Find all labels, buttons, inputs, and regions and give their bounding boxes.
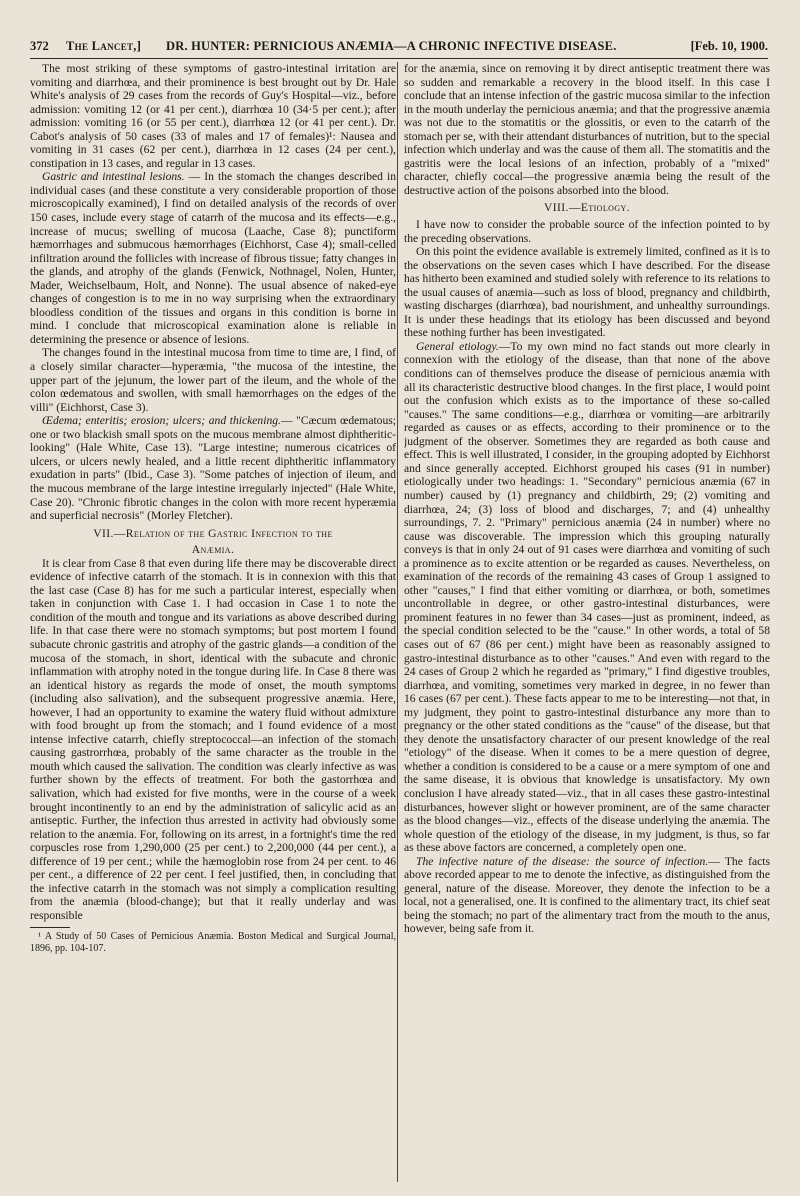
paragraph: Œdema; enteritis; erosion; ulcers; and thickening.— "Cæcum œdematous; one or two blackish small spots on the mucous membrane almost diphtheritic-looking" (Hale White, Case 13). "Large intestine; numerous cicatrices of ulcers, or ulcers newly healed, and a little recent diphtheritic inflammatory exudation in parts" (Ibid., Case 3). "Some patches of injection of ileum, and the mucous membrane of the large intestine irregularly injected" (Hale White, Case 20). "Chronic fibrotic changes in the colon with more recent hyperæmia and superficial necrosis" (Morley Fletcher). bbox=[30, 414, 396, 523]
run-in-heading: Gastric and intestinal lesions. bbox=[42, 170, 185, 184]
page-number: 372 bbox=[30, 39, 49, 53]
column-rule bbox=[397, 62, 398, 1182]
section-heading-cont: Anæmia. bbox=[191, 543, 235, 557]
section-heading: VII.—Relation of the Gastric Infection to the bbox=[93, 526, 333, 540]
footnote: ¹ A Study of 50 Cases of Pernicious Anæmia. Boston Medical and Surgical Journal, 1896, pp. 104-107. bbox=[30, 931, 396, 955]
paragraph: It is clear from Case 8 that even during life there may be discoverable direct evidence of infective catarrh of the stomach. It is in connexion with this that the last case (Case 8) has for me such a particular interest, especially when taken in conjunction with Case 1. I had occasion in Case 1 to note the condition of the mouth and tongue and its variations as above described during life. In that case there were no stomach symptoms; but post mortem I found subacute chronic gastritis and atrophy of the gastric glands—a condition of the mucosa of the stomach, in short, identical with the subacute and chronic inflammation with atrophy noted in the tongue during life. In Case 8 there was an identical history as regards the mode of onset, the mouth symptoms (including also salivation), and the subsequent progressive anæmia. Here, however, I had an opportunity to examine the watery fluid without admixture with food brought up from the stomach; and I found evidence of a most intense infective catarrh, chiefly streptococcal—an infection of the stomach causing gastrorrhœa, probably of the same character as the trouble in the mouth which caused the salivation. The condition was clearly infective as was further shown by the effects of treatment. For both the gastorrhœa and salivation, which had existed for five months, were in the course of a week brought incontinently to an end by the administration of salicylic acid as an antiseptic. Further, the infection thus arrested in activity had obviously some relation to the anæmia. For, following on its arrest, in a fortnight's time the red corpuscles rose from 1,290,000 (25 per cent.) to 2,200,000 (44 per cent.), a difference of 19 per cent.; while the hæmoglobin rose from 24 per cent. to 46 per cent., a difference of 22 per cent. I feel justified, then, in concluding that the infective catarrh in the stomach was not simply a complication resulting from the anæmia (blood-change); but that it really underlay and was responsible bbox=[30, 556, 396, 922]
left-column bbox=[30, 62, 396, 1182]
paragraph: I have now to consider the probable source of the infection pointed to by the preceding observations. bbox=[404, 218, 770, 245]
running-header bbox=[30, 36, 768, 59]
article-title: DR. HUNTER: PERNICIOUS ANÆMIA—A CHRONIC INFECTIVE DISEASE. bbox=[166, 39, 617, 53]
paragraph: The infective nature of the disease: the source of infection.— The facts above recorded appear to me to denote the infective, as distinguished from the general, nature of the disease. Moreover, they denote the infection to be a local, not a generalised, one. It is confined to the alimentary tract, its chief seat being the stomach; no part of the alimentary tract from the mouth to the anus, however, being safe from it. bbox=[404, 854, 770, 936]
journal-name: The Lancet,] bbox=[66, 39, 142, 53]
paragraph: for the anæmia, since on removing it by direct antiseptic treatment there was so sudden and remarkable a recovery in the blood itself. In this case I conclude that an intense infection of the gastric mucosa similar to the infection in the mouth underlay the pernicious anæmia; and that the progressive anæmia was not due to the stomatitis or the glossitis, or even to the catarrh of the stomach per se, with their attendant disturbances of nutrition, but to the special infection which underlay and was the cause of them all. The stomatitis and the gastritis were the local lesions of an infection, probably of a "mixed" character, chiefly coccal—the progressive anæmia being the result of the destructive action of the poisons absorbed into the blood. bbox=[404, 62, 770, 197]
run-in-heading: General etiology. bbox=[416, 339, 499, 353]
run-in-heading: Œdema; enteritis; erosion; ulcers; and thickening. bbox=[42, 414, 281, 428]
footnote-rule bbox=[30, 927, 70, 928]
paragraph: On this point the evidence available is extremely limited, confined as it is to the observations on the seven cases which I have described. For the disease has hitherto been examined and studied solely with reference to its relations to the usual causes of anæmia—such as loss of blood, pregnancy and childbirth, wasting discharges (diarrhœa), bad nourishment, and unhealthy surroundings. It is under these headings that its etiology has been discussed and beyond these nothing further has been investigated. bbox=[404, 245, 770, 340]
paragraph: The changes found in the intestinal mucosa from time to time are, I find, of a closely similar character—hyperæmia, "the mucosa of the intestine, the upper part of the jejunum, the lower part of the ileum, and the whole of the colon œdematous and swollen, with small hæmorrhages on the edges of the villi" (Eichhorst, Case 3). bbox=[30, 346, 396, 414]
section-heading: VIII.—Etiology. bbox=[544, 201, 630, 215]
paragraph: The most striking of these symptoms of gastro-intestinal irritation are vomiting and diarrhœa, and their prominence is best brought out by Dr. Hale White's analysis of 29 cases from the records of Guy's Hospital—viz., before admission: vomiting 12 (or 41 per cent.), diarrhœa 10 (34·5 per cent.); after admission: vomiting 16 (or 55 per cent.), diarrhœa 12 (or 41 per cent.). Dr. Cabot's analysis of 50 cases (33 of males and 17 of females)¹: Nausea and vomiting in 31 cases (62 per cent.), diarrhœa in 12 cases (24 per cent.), constipation in 13 cases, and regular in 13 cases. bbox=[30, 62, 396, 170]
right-column bbox=[404, 62, 770, 1182]
paragraph: General etiology.—To my own mind no fact stands out more clearly in connexion with the etiology of the disease, than that none of the above conditions can of themselves produce the disease of pernicious anæmia with all its characteristic destructive blood changes. In the first place, I would point out the confusion which exists as to the importance of these so-called "causes." The same conditions—e.g., diarrhœa or vomiting—are arbitrarily regarded as causes or as effects, according to their prominence or to the judgment of the observer. Sometimes they are regarded as both cause and effect. This is well illustrated, I consider, in the grouping adopted by Eichhorst and since generally accepted. Eichhorst grouped his cases (91 in number) etiologically under two headings: 1. "Secondary" pernicious anæmia (67 in number) caused by (1) pregnancy and childbirth, 29; (2) vomiting and diarrhœa, 24; (3) loss of blood and discharges, 7; and (4) unhealthy surroundings, 7. 2. "Primary" pernicious anæmia (24 in number) where no cause was discoverable. The impression which this grouping naturally conveys is that in only 24 out of 91 cases were diarrhœa and vomiting of such a prominence as to excite attention or be regarded as causes. Nevertheless, on examination of the records of the remaining 43 cases of Group 1 assigned to other "causes," I find that either vomiting or diarrhœa, or both, sometimes uncontrollable in degree, or other gastro-intestinal disturbances, were prominent features in no fewer than 34 cases—just as prominent, indeed, as the special condition selected to be the "cause." In other words, a total of 58 cases out of 67 (86 per cent.) might have been as reasonably assigned to gastro-intestinal disturbance as to other "causes." And even with regard to the 24 cases of Group 2 which he regarded as "primary," I find digestive troubles, diarrhœa, and vomiting, sometimes very marked in degree, in no fewer than 16 cases (67 per cent.). These facts appear to me to be interesting—not that, in my judgment, they point to gastro-intestinal disturbance any more than to pregnancy or the other stated conditions as the "cause" of the disease, but that they denote the unsatisfactory character of our present knowledge of the real "etiology" of the disease. When it comes to be a mere question of degree, whether a condition is considered to be a cause or a mere symptom of one and the same disease, it is obvious that knowledge is unsatisfactory. My own conclusion I have already stated—viz., that in all cases these gastro-intestinal disturbances, however slight or however prominent, are of the same character as the blood changes—viz., effects of the disease underlying the anæmia. The whole question of the etiology of the disease, in my judgment, is thus, so far as these above factors are concerned, a completely open one. bbox=[404, 339, 770, 855]
issue-date: [Feb. 10, 1900. bbox=[690, 39, 768, 53]
run-in-heading: The infective nature of the disease: the source of infection. bbox=[416, 854, 709, 868]
paragraph: Gastric and intestinal lesions. — In the stomach the changes described in individual cases (and these constitute a very considerable proportion of those microscopically examined), I find on detailed analysis of the records of over 150 cases, include every stage of catarrh of the mucosa and its effects—e.g., increase of mucus; swelling of mucosa (Laache, Case 8); punctiform hæmorrhages and submucous hæmorrhages (Eichhorst, Case 4); small-celled infiltration around the follicles with increase of fibrous tissue; fatty changes in the glands, and atrophy of the glands (Fenwick, Nothnagel, Nolen, Hunter, Mader, Weichselbaum, Holt, and Nonne). The usual absence of naked-eye changes of congestion is to me in no way surprising when the extraordinary bloodless condition of the tissues and organs in this condition is borne in mind. I conclude that microscopical examination alone is reliable in determining the presence or absence of lesions. bbox=[30, 170, 396, 346]
